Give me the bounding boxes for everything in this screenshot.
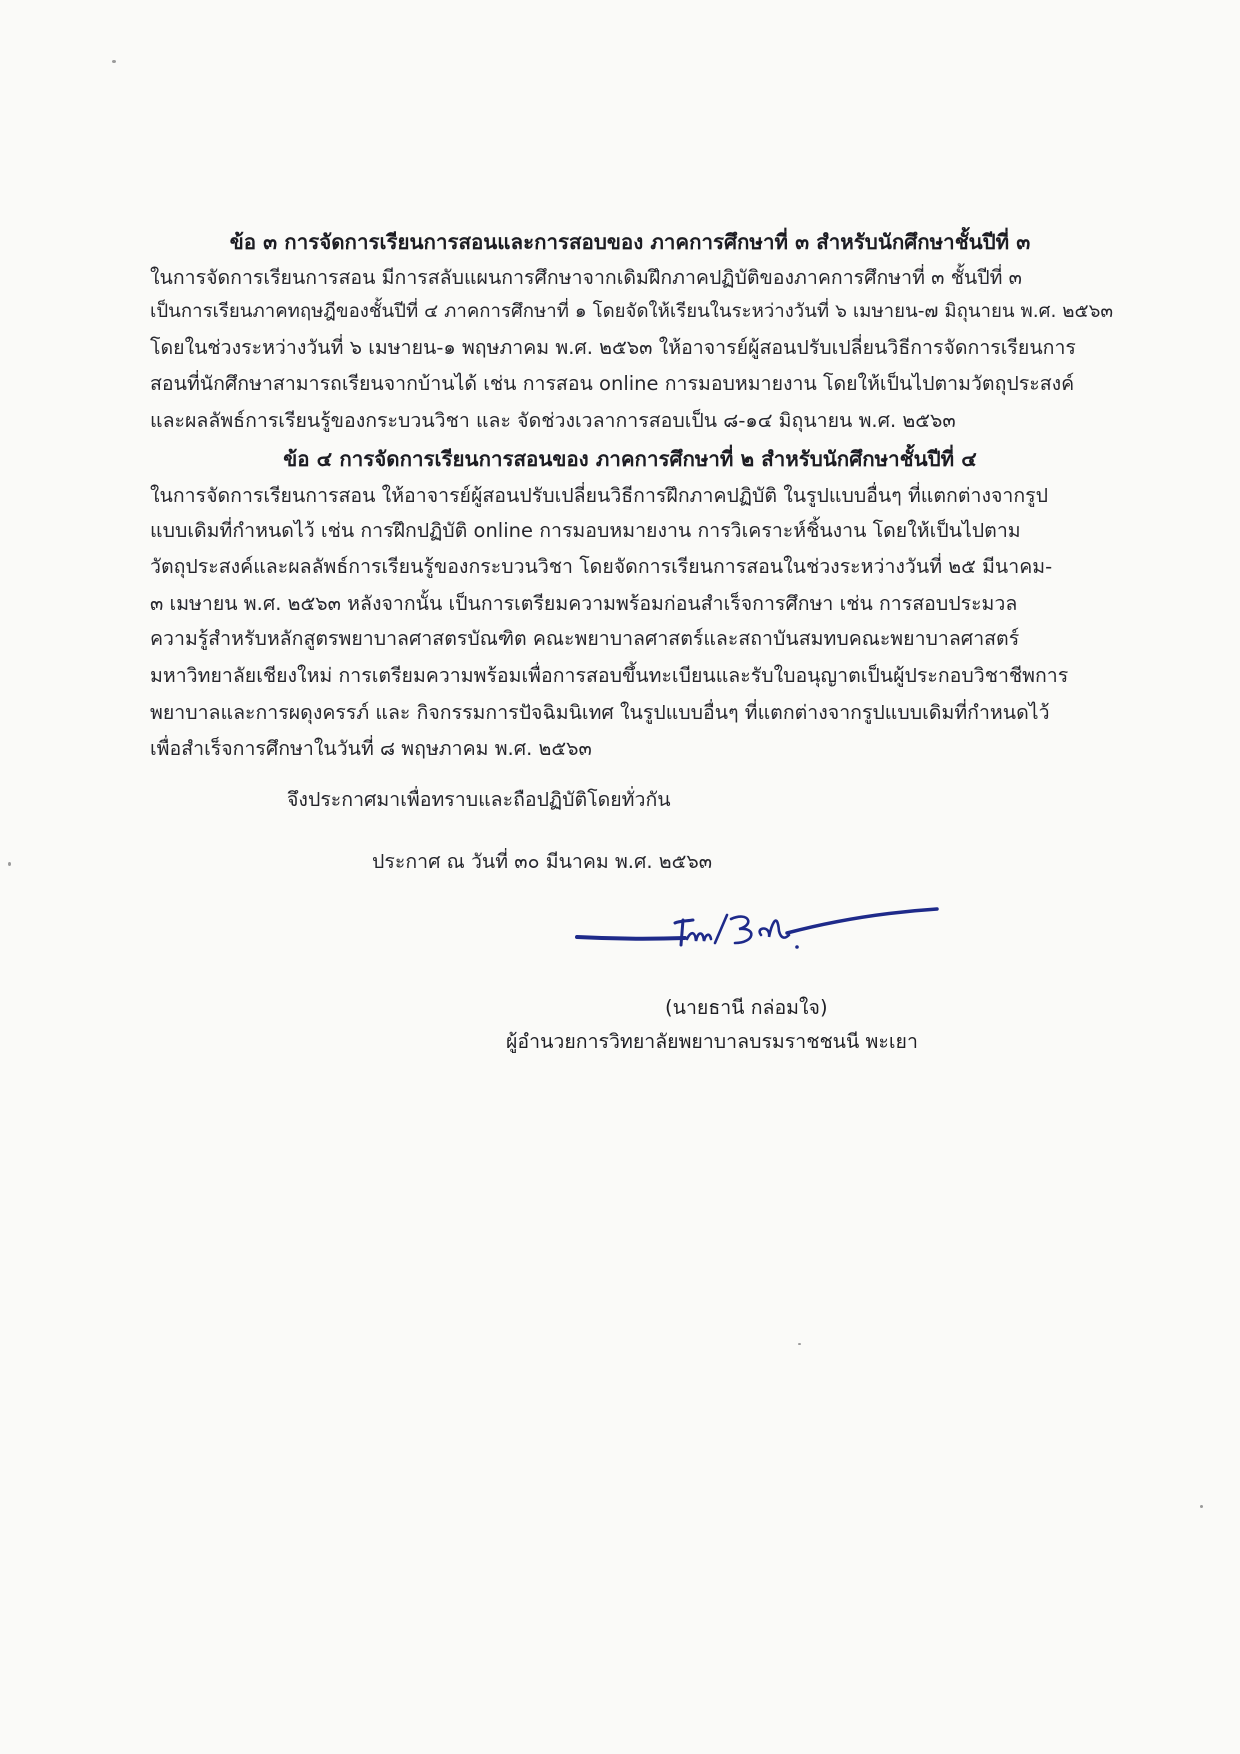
section-3-line: เป็นการเรียนภาคทฤษฎีของชั้นปีที่ ๔ ภาคการศึกษาที่ ๑ โดยจัดให้เรียนในระหว่างวันที่ ๖ เมษายน-๗ มิถุนายน พ.ศ. ๒๕๖๓ (150, 301, 1114, 322)
section-4-line: แบบเดิมที่กำหนดไว้ เช่น การฝึกปฏิบัติ online การมอบหมายงาน การวิเคราะห์ชิ้นงาน โดยให้เป็นไปตาม (150, 519, 1021, 542)
section-4-line: ในการจัดการเรียนการสอน ให้อาจารย์ผู้สอนปรับเปลี่ยนวิธีการฝึกภาคปฏิบัติ ในรูปแบบอื่นๆ ที่แตกต่างจากรูป (150, 484, 1048, 507)
announcement-text: จึงประกาศมาเพื่อทราบและถือปฏิบัติโดยทั่วกัน (287, 788, 671, 811)
handwritten-signature (575, 895, 945, 965)
section-4-line: พยาบาลและการผดุงครรภ์ และ กิจกรรมการปัจฉิมนิเทศ ในรูปแบบอื่นๆ ที่แตกต่างจากรูปแบบเดิมที่กำหนดไว้ (150, 701, 1050, 724)
section-3-heading: ข้อ ๓ การจัดการเรียนการสอนและการสอบของ ภาคการศึกษาที่ ๓ สำหรับนักศึกษาชั้นปีที่ ๓ (229, 230, 1031, 254)
signatory-name: (นายธานี กล่อมใจ) (665, 996, 828, 1019)
section-4-heading: ข้อ ๔ การจัดการเรียนการสอนของ ภาคการศึกษาที่ ๒ สำหรับนักศึกษาชั้นปีที่ ๔ (283, 447, 977, 471)
scan-speck (1200, 1505, 1203, 1508)
announcement-date: ประกาศ ณ วันที่ ๓๐ มีนาคม พ.ศ. ๒๕๖๓ (372, 850, 713, 873)
section-4-line: เพื่อสำเร็จการศึกษาในวันที่ ๘ พฤษภาคม พ.ศ. ๒๕๖๓ (150, 737, 592, 760)
section-4-line: วัตถุประสงค์และผลลัพธ์การเรียนรู้ของกระบวนวิชา โดยจัดการเรียนการสอนในช่วงระหว่างวันที่ ๒๕ มีนาคม- (150, 555, 1053, 578)
section-3-line: ในการจัดการเรียนการสอน มีการสลับแผนการศึกษาจากเดิมฝึกภาคปฏิบัติของภาคการศึกษาที่ ๓ ชั้นปีที่ ๓ (150, 266, 1023, 289)
section-3-line: โดยในช่วงระหว่างวันที่ ๖ เมษายน-๑ พฤษภาคม พ.ศ. ๒๕๖๓ ให้อาจารย์ผู้สอนปรับเปลี่ยนวิธีการจัดการเรียนการ (150, 336, 1076, 359)
section-3-line: สอนที่นักศึกษาสามารถเรียนจากบ้านได้ เช่น การสอน online การมอบหมายงาน โดยให้เป็นไปตามวัตถุประสงค์ (150, 372, 1075, 395)
signatory-title: ผู้อำนวยการวิทยาลัยพยาบาลบรมราชชนนี พะเยา (506, 1030, 918, 1053)
scan-speck (8, 862, 11, 866)
section-4-line: ๓ เมษายน พ.ศ. ๒๕๖๓ หลังจากนั้น เป็นการเตรียมความพร้อมก่อนสำเร็จการศึกษา เช่น การสอบประมวล (150, 592, 1018, 615)
scan-speck (798, 1343, 801, 1345)
section-4-line: มหาวิทยาลัยเชียงใหม่ การเตรียมความพร้อมเพื่อการสอบขึ้นทะเบียนและรับใบอนุญาตเป็นผู้ประกอบวิชาชีพการ (150, 664, 1069, 687)
section-3-line: และผลลัพธ์การเรียนรู้ของกระบวนวิชา และ จัดช่วงเวลาการสอบเป็น ๘-๑๔ มิถุนายน พ.ศ. ๒๕๖๓ (150, 409, 956, 432)
section-4-line: ความรู้สำหรับหลักสูตรพยาบาลศาสตรบัณฑิต คณะพยาบาลศาสตร์และสถาบันสมทบคณะพยาบาลศาสตร์ (150, 627, 1020, 650)
scan-speck (112, 60, 116, 63)
